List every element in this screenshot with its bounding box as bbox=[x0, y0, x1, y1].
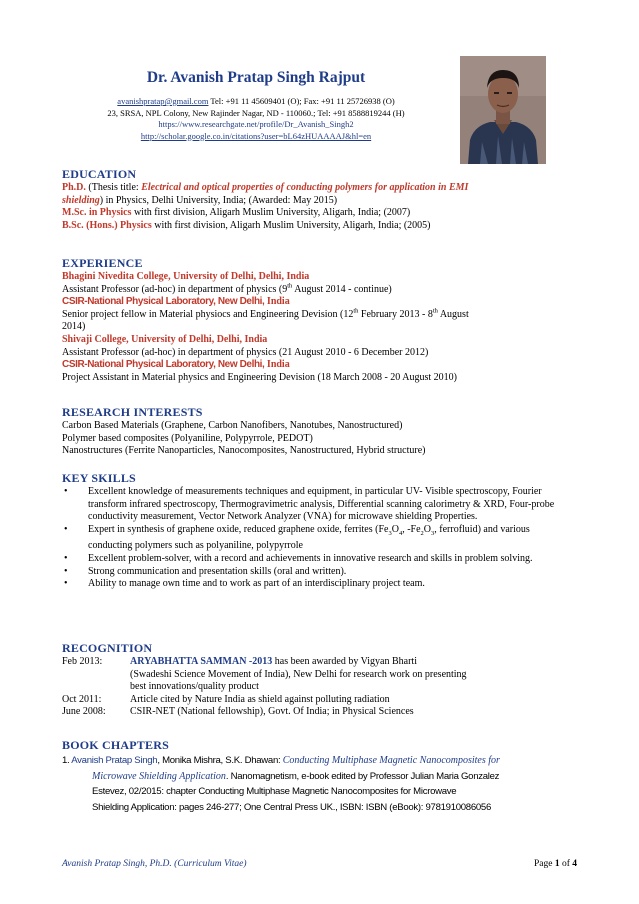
award-name: ARYABHATTA SAMMAN -2013 bbox=[130, 656, 273, 667]
bullet-icon: • bbox=[64, 578, 68, 590]
exp-1-org: Bhagini Nivedita College, University of Delhi, Delhi, India bbox=[62, 271, 310, 282]
sub-3: 2 bbox=[420, 529, 424, 537]
page-label: Page bbox=[533, 859, 555, 869]
page-current: 1 bbox=[554, 859, 560, 869]
skill-item bbox=[62, 566, 572, 579]
exp-1-role-b: August 2014 - continue) bbox=[292, 283, 392, 295]
exp-1-sup: th bbox=[287, 282, 293, 290]
education-section bbox=[62, 167, 582, 232]
research-heading: RESEARCH INTERESTS bbox=[62, 405, 203, 419]
skill-text: Ability to manage own time and to work as part of an interdisciplinary project team. bbox=[88, 578, 425, 590]
msc-text: with first division, Aligarh Muslim University, Aligarh, India; (2007) bbox=[131, 207, 411, 219]
email-link[interactable]: avanishpratap@gmail.com bbox=[117, 96, 209, 106]
phd-post: ) in Physics, Delhi University, India; (Awarded: May 2015) bbox=[99, 194, 338, 206]
skill-item bbox=[62, 524, 572, 553]
phd-label: Ph.D. bbox=[62, 182, 86, 193]
bsc-text: with first division, Aligarh Muslim University, Aligarh, India; (2005) bbox=[151, 219, 431, 231]
bullet-icon: • bbox=[64, 552, 68, 564]
exp-2-org bbox=[62, 296, 582, 309]
book-coauthors: , Monika Mishra, S.K. Dhawan: bbox=[157, 755, 283, 766]
exp-2-sup1: th bbox=[353, 307, 359, 315]
exp-3-role: Assistant Professor (ad-hoc) in department of physics (21 August 2010 - 6 December 2012) bbox=[62, 346, 429, 358]
skill-item bbox=[62, 578, 572, 591]
sub-4: 3 bbox=[431, 529, 435, 537]
skills-heading: KEY SKILLS bbox=[62, 471, 136, 485]
experience-heading: EXPERIENCE bbox=[62, 256, 143, 270]
book-title: Conducting Multiphase Magnetic Nanocomposites for bbox=[282, 755, 500, 766]
award-text-3: best innovations/quality product bbox=[130, 681, 259, 693]
sub-2: 4 bbox=[398, 529, 403, 537]
skill-text-b: O bbox=[391, 523, 399, 535]
skill-text: Strong communication and presentation skills (oral and written). bbox=[88, 565, 347, 577]
exp-3-org: Shivaji College, University of Delhi, Delhi, India bbox=[62, 333, 268, 345]
recognition-section bbox=[62, 641, 582, 719]
exp-1-role-a: Assistant Professor (ad-hoc) in department of physics (9 bbox=[62, 283, 288, 295]
address-text: 23, SRSA, NPL Colony, New Rajinder Nagar, ND - 110060.; Tel: +91 8588819244 (H) bbox=[107, 107, 405, 118]
exp-4-role: Project Assistant in Material physics and Engineering Devision (18 March 2008 - 20 August 2010) bbox=[62, 371, 457, 383]
footer-title: Avanish Pratap Singh, Ph.D. (Curriculum Vitae) bbox=[62, 859, 247, 869]
exp-4-org-name: CSIR-National Physical Laboratory, New Delhi, bbox=[62, 359, 265, 371]
portrait-image bbox=[460, 56, 546, 164]
book-line-2 bbox=[62, 769, 582, 785]
book-line-4: Shielding Application: pages 246-277; One Central Press UK., ISBN: ISBN (eBook): 9781910086056 bbox=[92, 801, 491, 813]
bullet-icon: • bbox=[64, 486, 68, 497]
exp-1-role bbox=[62, 284, 582, 297]
exp-4-org-country: India bbox=[264, 359, 290, 371]
exp-2-org-name: CSIR-National Physical Laboratory, New Delhi, bbox=[62, 296, 265, 308]
skill-text: Excellent problem-solver, with a record and achievements in innovative research and skills in problem solving. bbox=[88, 552, 533, 564]
page-of: of bbox=[559, 859, 573, 869]
recognition-date: June 2008: bbox=[62, 706, 106, 718]
contact-block bbox=[60, 96, 452, 142]
research-item: Carbon Based Materials (Graphene, Carbon Nanofibers, Nanotubes, Nanostructured) bbox=[62, 420, 403, 431]
sub-1: 3 bbox=[388, 529, 392, 537]
skill-item bbox=[62, 553, 572, 566]
recognition-date: Feb 2013: bbox=[62, 656, 103, 667]
msc-line bbox=[62, 207, 582, 220]
experience-section bbox=[62, 256, 582, 384]
exp-2-role-c: August bbox=[437, 308, 469, 320]
skill-text: Excellent knowledge of measurements techniques and equipment, in particular UV- Visible spectroscopy, Fourier transform infrared spectroscopy, Thermogravimetric analysis, Differential scanning calorimetry & XRD, Four-probe conductivity measurement, Vector Network Analyzer (VNA) for microwave shielding Properties. bbox=[88, 486, 555, 523]
recognition-row bbox=[62, 656, 582, 669]
book-title-cont: Microwave Shielding Application bbox=[92, 770, 226, 782]
page-number bbox=[534, 859, 577, 869]
scholar-link[interactable]: http://scholar.google.co.in/citations?user=bL64zHUAAAAJ&hl=en bbox=[140, 130, 372, 141]
phone-text: Tel: +91 11 45609401 (O); Fax: +91 11 25726938 (O) bbox=[208, 96, 395, 106]
skill-item bbox=[62, 486, 572, 524]
award-text-2: (Swadeshi Science Movement of India), New Delhi for research work on presenting bbox=[130, 668, 467, 680]
skills-section bbox=[62, 471, 572, 591]
bsc-line bbox=[62, 220, 582, 233]
phd-line-2 bbox=[62, 195, 582, 208]
page-footer bbox=[62, 859, 577, 869]
bullet-icon: • bbox=[64, 565, 68, 577]
skills-list bbox=[62, 486, 572, 591]
recognition-text: CSIR-NET (National fellowship), Govt. Of India; in Physical Sciences bbox=[130, 706, 414, 718]
recognition-row bbox=[62, 706, 582, 719]
page-total: 4 bbox=[572, 859, 577, 869]
book-line-3: Estevez, 02/2015: chapter Conducting Multiphase Magnetic Nanocomposites for Microwave bbox=[92, 786, 457, 797]
phd-line bbox=[62, 182, 582, 195]
profile-photo bbox=[460, 56, 546, 164]
recognition-date: Oct 2011: bbox=[62, 693, 102, 705]
recognition-row bbox=[62, 694, 582, 707]
book-item bbox=[62, 753, 582, 815]
book-editor: . Nanomagnetism, e-book edited by Professor Julian Maria Gonzalez bbox=[225, 770, 500, 782]
bullet-icon: • bbox=[64, 523, 68, 535]
exp-2-role-b: February 2013 - 8 bbox=[358, 308, 433, 320]
recognition-heading: RECOGNITION bbox=[62, 641, 153, 655]
exp-2-role-a: Senior project fellow in Material physiocs and Engineering Devision (12 bbox=[62, 308, 354, 320]
phd-title: Electrical and optical properties of conducting polymers for application in EMI bbox=[141, 182, 469, 193]
research-item: Polymer based composites (Polyaniline, Polypyrrole, PEDOT) bbox=[62, 432, 313, 444]
cv-name: Dr. Avanish Pratap Singh Rajput bbox=[146, 69, 366, 86]
phd-title-cont: shielding bbox=[62, 194, 100, 206]
bsc-label: B.Sc. (Hons.) Physics bbox=[62, 219, 152, 231]
exp-4-org bbox=[62, 359, 582, 372]
research-item: Nanostructures (Ferrite Nanoparticles, Nanocomposites, Nanostructured, Hybrid structure) bbox=[62, 445, 426, 457]
skill-text-c: , -Fe bbox=[402, 523, 421, 535]
book-line-1 bbox=[62, 753, 582, 769]
skill-text-d: O bbox=[423, 523, 432, 535]
research-section bbox=[62, 405, 582, 458]
researchgate-link[interactable]: https://www.researchgate.net/profile/Dr_Avanish_Singh2 bbox=[158, 119, 354, 129]
phd-pre: (Thesis title: bbox=[85, 182, 142, 193]
exp-2-org-country: India bbox=[264, 296, 290, 308]
book-number: 1. bbox=[62, 755, 72, 766]
books-section bbox=[62, 738, 582, 815]
books-heading: BOOK CHAPTERS bbox=[62, 738, 169, 752]
exp-2-sup2: th bbox=[432, 307, 438, 315]
skill-text-e: , ferrofluid) and various conducting polymers such as polyaniline, polypyrrole bbox=[88, 523, 530, 552]
contact-line-1 bbox=[60, 96, 452, 108]
book-author: Avanish Pratap Singh bbox=[71, 755, 158, 766]
education-heading: EDUCATION bbox=[62, 167, 137, 181]
recognition-text: Article cited by Nature India as shield against polluting radiation bbox=[130, 693, 390, 705]
award-text: has been awarded by Vigyan Bharti bbox=[272, 656, 417, 667]
msc-label: M.Sc. in Physics bbox=[62, 207, 132, 219]
exp-2-role-cont: 2014) bbox=[62, 321, 86, 333]
skill-text-a: Expert in synthesis of graphene oxide, reduced graphene oxide, ferrites (Fe bbox=[88, 523, 389, 535]
exp-2-role bbox=[62, 309, 582, 322]
